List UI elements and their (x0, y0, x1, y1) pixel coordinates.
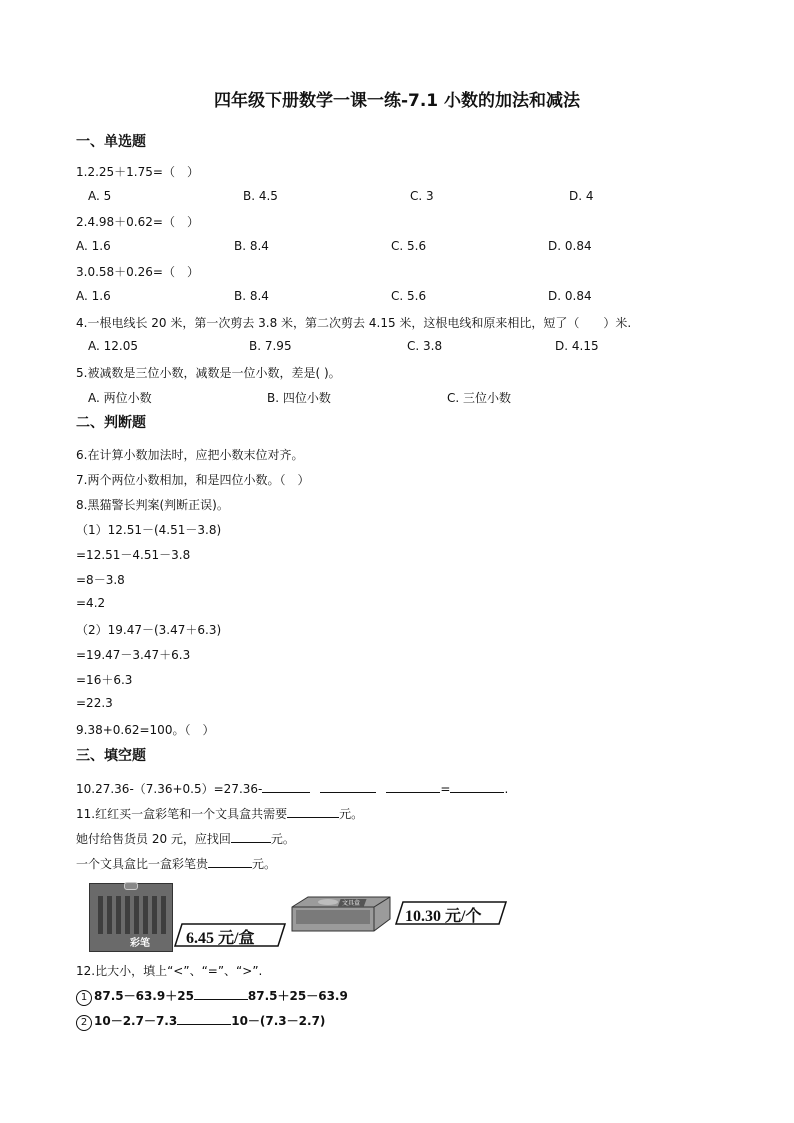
section-heading-single-choice: 一、单选题 (76, 134, 146, 150)
question-8-line: =19.47－3.47＋6.3 (76, 648, 191, 662)
question-11-line-1 (76, 805, 363, 822)
question-6-stem: 6.在计算小数加法时，应把小数末位对齐。 (76, 448, 304, 462)
period: . (504, 782, 509, 796)
question-8-line: =16＋6.3 (76, 673, 133, 687)
question-4-option-d[interactable]: D. 4.15 (555, 339, 599, 353)
question-4-stem: 4.一根电线长 20 米，第一次剪去 3.8 米，第二次剪去 4.15 米，这根电线和原来相比，短了（ ）米. (76, 316, 632, 330)
question-8-stem: 8.黑猫警长判案(判断正误)。 (76, 498, 229, 512)
section-heading-true-false: 二、判断题 (76, 415, 146, 431)
item-number-circle: 1 (76, 990, 92, 1006)
expression-right: 10－(7.3－2.7) (231, 1014, 326, 1028)
answer-blank[interactable] (450, 780, 504, 793)
question-1-option-b[interactable]: B. 4.5 (243, 189, 278, 203)
question-8-line: （2）19.47－(3.47＋6.3) (76, 623, 222, 637)
equals-sign: = (440, 782, 451, 796)
item-number-circle: 2 (76, 1015, 92, 1031)
question-2-option-d[interactable]: D. 0.84 (548, 239, 592, 253)
expression-right: 87.5＋25－63.9 (247, 989, 348, 1003)
question-9-stem: 9.38+0.62=100。（ ） (76, 723, 215, 737)
pencil-price: 6.45 元/盒 (186, 930, 255, 947)
pencil-label: 彩笔 (130, 938, 150, 949)
question-8-line: =8－3.8 (76, 573, 125, 587)
question-12-item-1 (76, 987, 348, 1006)
expression-left: 10－2.7－7.3 (94, 1014, 178, 1028)
question-8-line: =12.51－4.51－3.8 (76, 548, 191, 562)
pencil-case-image (288, 895, 394, 933)
question-10-row (76, 780, 508, 797)
unit-text: 元。 (252, 857, 277, 871)
question-1-option-c[interactable]: C. 3 (410, 189, 434, 203)
question-2-option-a[interactable]: A. 1.6 (76, 239, 111, 253)
question-5-stem: 5.被减数是三位小数，减数是一位小数，差是( )。 (76, 366, 341, 380)
question-11-text: 她付给售货员 20 元，应找回 (76, 832, 231, 846)
comparison-blank[interactable] (194, 987, 248, 1000)
pencil-case-label: 文具盒 (342, 900, 361, 907)
unit-text: 元。 (270, 832, 295, 846)
answer-blank[interactable] (386, 780, 440, 793)
question-4-option-c[interactable]: C. 3.8 (407, 339, 443, 353)
question-12-stem: 12.比大小，填上“<”、“=”、“>”. (76, 964, 263, 978)
question-8-line: =4.2 (76, 596, 106, 610)
question-11-line-2 (76, 830, 295, 847)
question-8-line: =22.3 (76, 696, 113, 710)
colored-pencils-image (89, 883, 173, 952)
question-5-option-b[interactable]: B. 四位小数 (267, 391, 331, 405)
section-heading-fill-in: 三、填空题 (76, 748, 146, 764)
question-2-option-b[interactable]: B. 8.4 (234, 239, 269, 253)
pencil-case-price: 10.30 元/个 (405, 908, 482, 925)
question-5-option-c[interactable]: C. 三位小数 (447, 391, 512, 405)
question-2-option-c[interactable]: C. 5.6 (391, 239, 427, 253)
question-12-item-2 (76, 1012, 325, 1031)
question-7-stem: 7.两个两位小数相加，和是四位小数。（ ） (76, 473, 310, 487)
question-3-stem: 3.0.58＋0.26=（ ） (76, 265, 199, 279)
comparison-blank[interactable] (177, 1012, 231, 1025)
question-5-option-a[interactable]: A. 两位小数 (88, 391, 152, 405)
question-1-option-d[interactable]: D. 4 (569, 189, 594, 203)
question-11-text: 一个文具盒比一盒彩笔贵 (76, 857, 209, 871)
question-4-option-a[interactable]: A. 12.05 (88, 339, 138, 353)
question-1-stem: 1.2.25＋1.75=（ ） (76, 165, 199, 179)
expression-left: 87.5－63.9＋25 (94, 989, 194, 1003)
question-11-text: 11.红红买一盒彩笔和一个文具盒共需要 (76, 807, 288, 821)
answer-blank[interactable] (320, 780, 376, 793)
question-3-option-d[interactable]: D. 0.84 (548, 289, 592, 303)
question-4-option-b[interactable]: B. 7.95 (249, 339, 292, 353)
unit-text: 元。 (339, 807, 364, 821)
question-3-option-b[interactable]: B. 8.4 (234, 289, 269, 303)
question-2-stem: 2.4.98＋0.62=（ ） (76, 215, 199, 229)
answer-blank[interactable] (208, 855, 252, 868)
question-11-line-3 (76, 855, 276, 872)
page-title: 四年级下册数学一课一练-7.1 小数的加法和减法 (213, 91, 581, 111)
answer-blank[interactable] (231, 830, 271, 843)
question-8-line: （1）12.51－(4.51－3.8) (76, 523, 222, 537)
answer-blank[interactable] (287, 805, 339, 818)
answer-blank[interactable] (262, 780, 310, 793)
question-10-prefix: 10.27.36-（7.36+0.5）=27.36- (76, 782, 263, 796)
question-3-option-a[interactable]: A. 1.6 (76, 289, 111, 303)
question-3-option-c[interactable]: C. 5.6 (391, 289, 427, 303)
question-1-option-a[interactable]: A. 5 (88, 189, 112, 203)
